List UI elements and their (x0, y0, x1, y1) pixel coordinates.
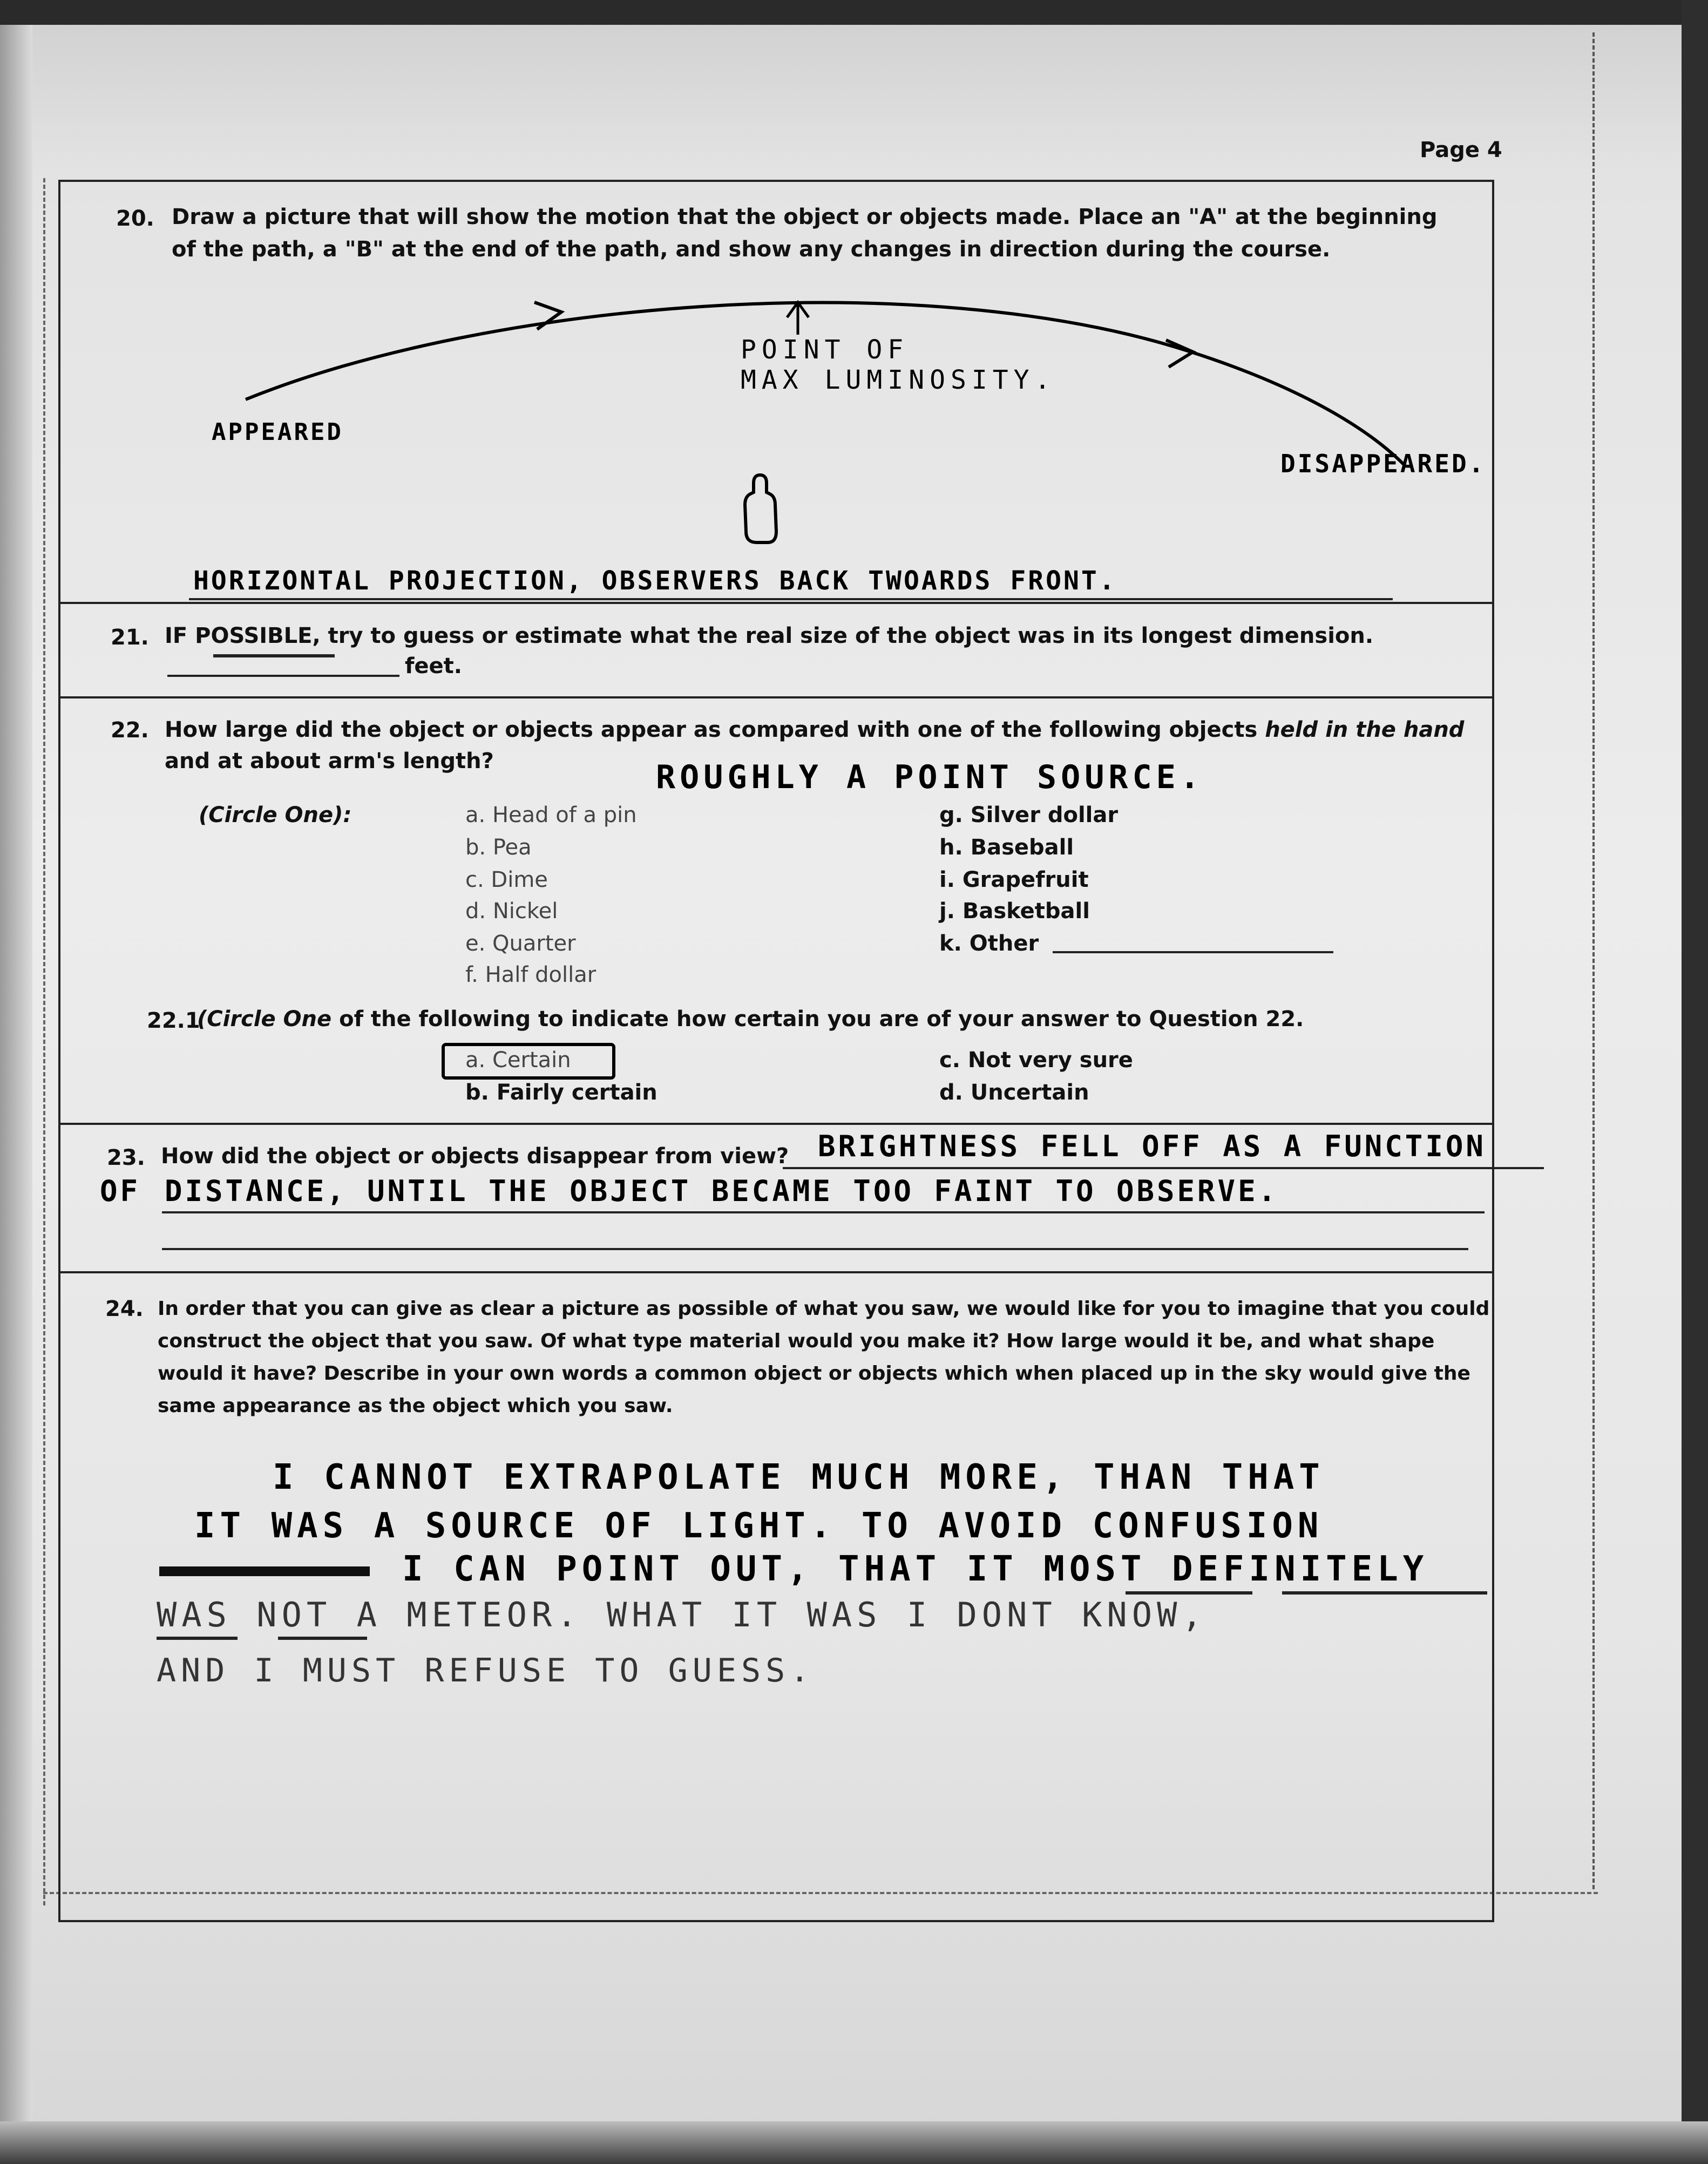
q22-option-f[interactable]: f. Half dollar (465, 962, 597, 987)
page-number: Page 4 (1420, 138, 1502, 162)
q22-number: 22. (111, 718, 149, 743)
hw-not-underline (278, 1637, 367, 1640)
hw-q22-answer: ROUGHLY A POINT SOURCE. (656, 758, 1204, 796)
hw-q23-line1: BRIGHTNESS FELL OFF AS A FUNCTION (818, 1129, 1486, 1163)
hw-was-underline (157, 1637, 238, 1640)
q22-option-b[interactable]: b. Pea (465, 835, 532, 860)
q22-option-g[interactable]: g. Silver dollar (939, 803, 1119, 827)
q22-option-a[interactable]: a. Head of a pin (465, 803, 637, 827)
q22-option-d[interactable]: d. Nickel (465, 899, 558, 924)
q24-text-line2: construct the object that you saw. Of what type material would you make it? How large would it be, and what shape (158, 1330, 1435, 1352)
max-luminosity-arrow (787, 302, 809, 335)
q22-text-main: How large did the object or objects appear as compared with one of the following objects (165, 717, 1265, 742)
q20-text-line2: of the path, a "B" at the end of the path, and show any changes in direction during the course. (172, 237, 1331, 262)
q22-other-blank[interactable] (1053, 951, 1333, 953)
hw-definitely-underline (1282, 1591, 1487, 1595)
q22-option-e[interactable]: e. Quarter (465, 931, 576, 956)
q22-circle-one: (Circle One): (199, 803, 352, 827)
hw-most-underline (1126, 1591, 1252, 1595)
hw-q24-line1: I CANNOT EXTRAPOLATE MUCH MORE, THAN THAT (273, 1457, 1325, 1497)
q22-option-c[interactable]: c. Dime (465, 867, 548, 892)
hw-max-luminosity: MAX LUMINOSITY. (741, 365, 1056, 395)
q23-text: How did the object or objects disappear from view? (161, 1144, 789, 1169)
hw-crossed-out-word (159, 1566, 370, 1576)
q22-option-h[interactable]: h. Baseball (939, 835, 1074, 860)
observer-figure (745, 475, 776, 542)
q24-number: 24. (105, 1297, 144, 1321)
hw-q24-line4: WAS NOT A METEOR. WHAT IT WAS I DONT KNOW, (157, 1595, 1207, 1634)
q21-text (165, 620, 1373, 652)
q22-1-circle-one: (Circle One (197, 1007, 332, 1032)
q21-text-rest: try to guess or estimate what the real size of the object was in its longest dimension. (320, 623, 1374, 648)
q22-text-line1 (165, 714, 1464, 746)
hw-projection: HORIZONTAL PROJECTION, OBSERVERS BACK TWOARDS FRONT. (193, 566, 1117, 596)
q22-1-option-b[interactable]: b. Fairly certain (465, 1080, 658, 1105)
q24-text-line3: would it have? Describe in your own words a common object or objects which when placed up in the sky would give the (158, 1362, 1470, 1385)
q22-1-number: 22.1 (147, 1008, 200, 1033)
hw-q23-of: OF (100, 1174, 141, 1208)
q21-if-possible: IF POSSIBLE, (165, 623, 321, 648)
q22-option-k[interactable]: k. Other (939, 931, 1039, 956)
hw-q23-line2: DISTANCE, UNTIL THE OBJECT BECAME TOO FAINT TO OBSERVE. (165, 1174, 1279, 1208)
q22-option-i[interactable]: i. Grapefruit (939, 867, 1089, 892)
q21-unit: feet. (405, 654, 462, 679)
q20-text-line1: Draw a picture that will show the motion that the object or objects made. Place an "A" at the beginning (172, 205, 1438, 229)
hw-appeared: APPEARED (212, 418, 343, 446)
q22-option-j[interactable]: j. Basketball (939, 899, 1090, 924)
hw-point-of: POINT OF (741, 335, 909, 365)
q22-1-option-a[interactable]: a. Certain (465, 1048, 571, 1073)
q21-if-possible-underline (213, 654, 335, 657)
q22-1-option-c[interactable]: c. Not very sure (939, 1048, 1133, 1073)
hw-disappeared: DISAPPEARED. (1280, 449, 1486, 478)
q22-text-line2: and at about arm's length? (165, 749, 494, 774)
q24-text-line4: same appearance as the object which you saw. (158, 1395, 673, 1417)
hw-q24-line3: I CAN POINT OUT, THAT IT MOST DEFINITELY (402, 1549, 1429, 1589)
q20-number: 20. (116, 206, 154, 231)
hw-q24-line2: IT WAS A SOURCE OF LIGHT. TO AVOID CONFUSION (194, 1506, 1324, 1546)
hw-q24-line5: AND I MUST REFUSE TO GUESS. (157, 1652, 815, 1690)
q24-text-line1: In order that you can give as clear a picture as possible of what you saw, we would like for you to imagine that you could (158, 1298, 1490, 1320)
q22-1-option-d[interactable]: d. Uncertain (939, 1080, 1089, 1105)
q23-answer-line3[interactable] (162, 1248, 1468, 1250)
q23-answer-line1[interactable] (783, 1167, 1544, 1169)
q22-1-text-rest: of the following to indicate how certain you are of your answer to Question 22. (331, 1007, 1304, 1032)
projection-underline (189, 598, 1393, 600)
q23-number: 23. (107, 1145, 145, 1170)
q22-text-held: held in the hand (1265, 717, 1465, 742)
q23-answer-line2[interactable] (162, 1211, 1485, 1213)
q21-number: 21. (111, 625, 149, 650)
q22-1-text (197, 1003, 1304, 1035)
q21-answer-blank[interactable] (167, 675, 399, 677)
